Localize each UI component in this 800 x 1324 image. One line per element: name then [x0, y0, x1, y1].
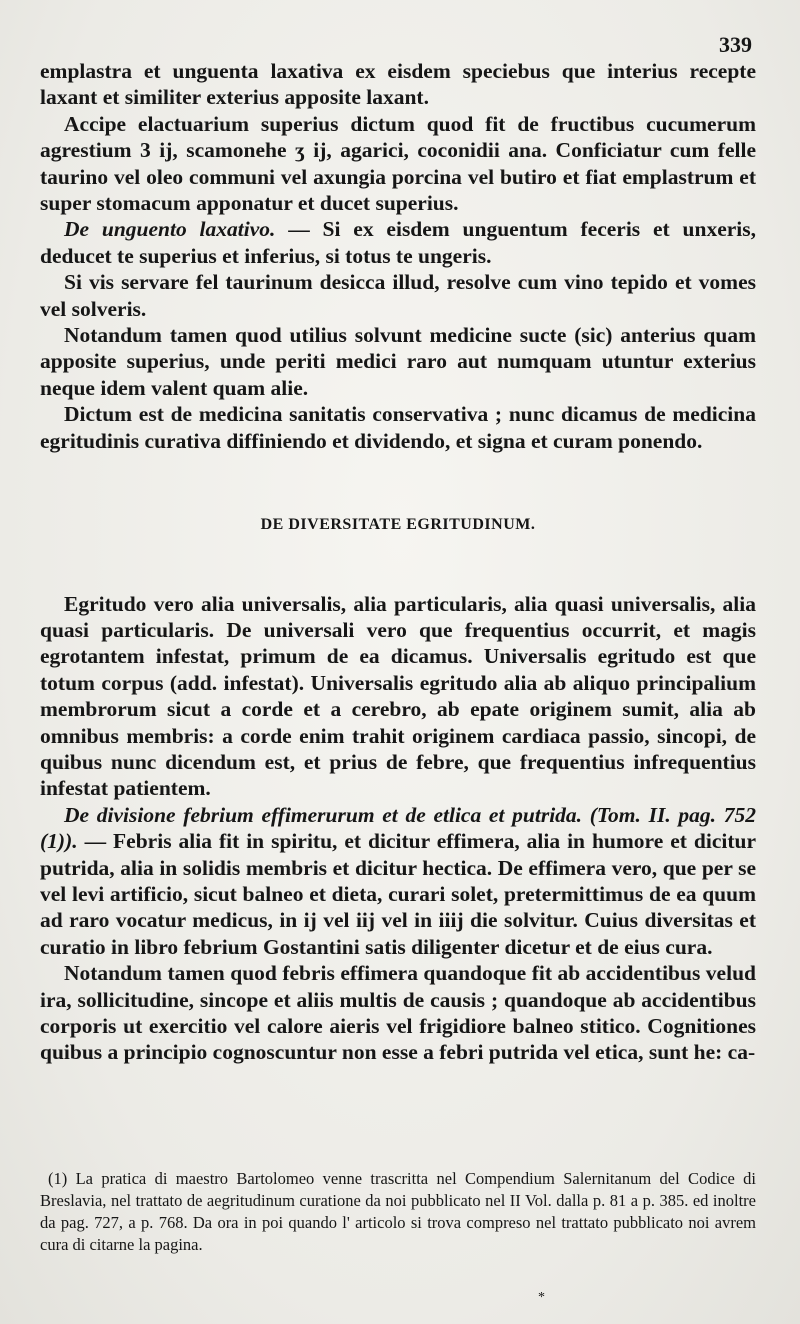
- paragraph-text: — Febris alia fit in spiritu, et dicitur effimera, alia in humore et dicitur putrida, alia in solidis membris et dicitur hectica. De effimera vero, que per se vel levi artificio, sicut balneo et dieta, curari solet, pretermittimus de ea quum ad raro vocatur medicus, in ij vel iij vel in iiij die solvitur. Cuius diversitas et curatio in libro febrium Gostantini satis diligenter dicetur et de eius cura.: [40, 829, 756, 959]
- paragraph: [40, 802, 756, 960]
- page-number: 339: [719, 32, 752, 57]
- paragraph: [40, 216, 756, 269]
- rubric: De divisione febrium effimerurum et de etlica et putrida. (Tom. II. pag. 752 (1)).: [40, 802, 756, 854]
- main-text: [40, 58, 756, 1066]
- footnote-text: (1) La pratica di maestro Bartolomeo venne trascritta nel Compendium Salernitanum del Codice di Breslavia, nel trattato de aegritudinum curatione da noi pubblicato nel II Vol. dalla p. 81 a p. 385. ed inoltre da pag. 727, a p. 768. Da ora in poi quando l' articolo si trova compreso nel trattato pubblicato noi avrem cura di citarne la pagina.: [40, 1169, 756, 1254]
- section-heading: DE DIVERSITATE EGRITUDINUM.: [260, 516, 536, 534]
- paragraph: Egritudo vero alia universalis, alia particularis, alia quasi universalis, alia quasi particularis. De universali vero que frequentius occurrit, et magis egrotantem infestat, primum de ea dicamus. Universalis egritudo est que totum corpus (add. infestat). Universalis egritudo alia ab aliquo principalium membrorum sicut a corde et a cerebro, ab epate originem sumit, alia ab omnibus membris: a corde enim trahit originem cardiaca passio, sincopi, de quibus nunc dicendum est, et prius de febre, que frequentius infrequentius infestat patientem.: [40, 591, 756, 801]
- paragraph-text: — Si ex eisdem unguentum feceris et unxeris, deducet te superius et inferius, si totus te ungeris.: [40, 217, 756, 268]
- paragraph: Notandum tamen quod utilius solvunt medicine sucte (sic) anterius quam apposite superius, unde periti medici raro aut numquam utuntur exterius neque idem valent quam alie.: [40, 323, 756, 400]
- paragraph: Si vis servare fel taurinum desicca illud, resolve cum vino tepido et vomes vel solveris.: [40, 270, 756, 321]
- bottom-mark: *: [538, 1290, 545, 1305]
- rubric: De unguento laxativo.: [64, 217, 276, 242]
- paragraph: emplastra et unguenta laxativa ex eisdem speciebus que interius recepte laxant et similiter exterius apposite laxant.: [40, 59, 756, 110]
- footnote: [40, 1168, 756, 1256]
- paragraph: Accipe elactuarium superius dictum quod fit de fructibus cucumerum agrestium 3 ij, scamonehe ʒ ij, agarici, coconidii ana. Conficiatur cum felle taurino vel oleo communi vel axungia porcina vel butiro et fiat emplastrum et super stomacum apponatur et ducet superius.: [40, 111, 756, 216]
- paragraph: Dictum est de medicina sanitatis conservativa ; nunc dicamus de medicina egritudinis curativa diffiniendo et dividendo, et signa et curam ponendo.: [40, 402, 756, 453]
- paragraph: Notandum tamen quod febris effimera quandoque fit ab accidentibus velud ira, sollicitudine, sincope et aliis multis de causis ; quandoque ab accidentibus corporis ut exercitio vel calore aieris vel frigidiore balneo stitico. Cognitiones quibus a principio cognoscuntur non esse a febri putrida vel etica, sunt he: ca-: [40, 961, 756, 1065]
